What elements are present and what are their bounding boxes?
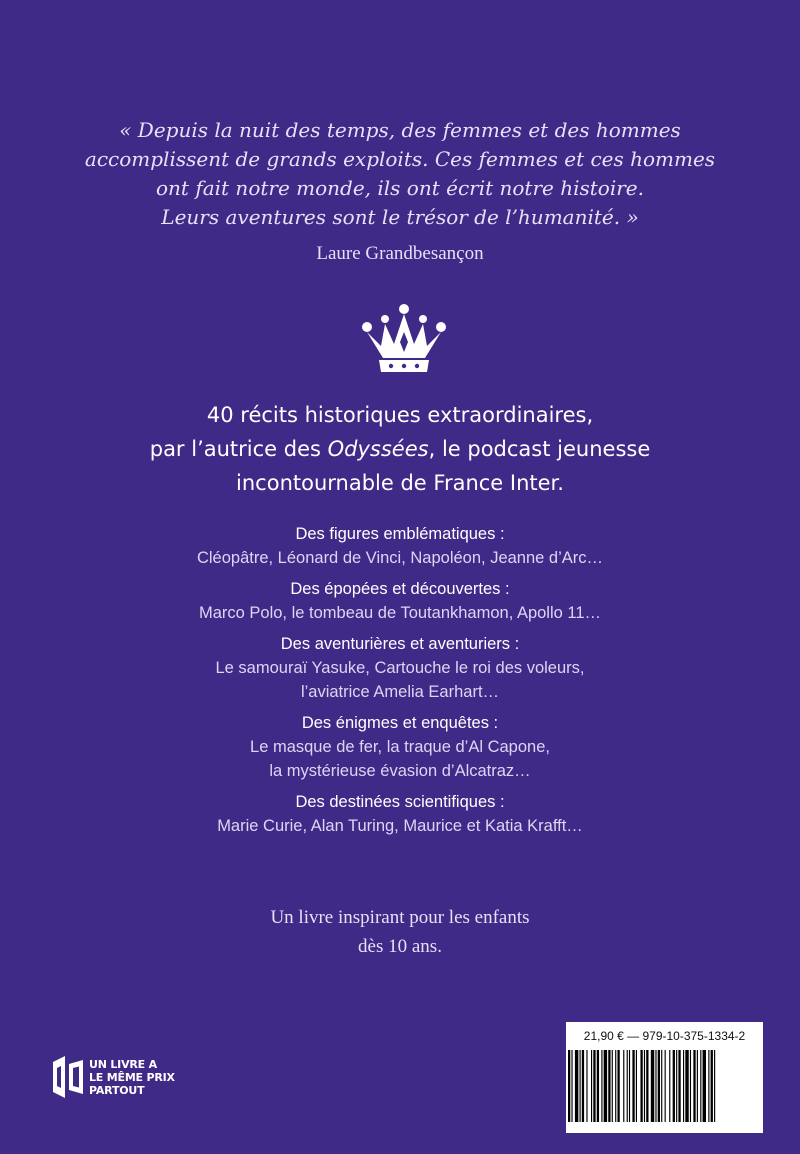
- section-figures: [0, 522, 800, 570]
- quote-line: Leurs aventures sont le trésor de l’humanité. »: [161, 205, 639, 229]
- content-sections: [0, 522, 800, 845]
- quote-line: « Depuis la nuit des temps, des femmes et des hommes: [119, 118, 681, 142]
- closing-line-1: Un livre inspirant pour les enfants: [270, 907, 530, 928]
- section-text: Marie Curie, Alan Turing, Maurice et Katia Krafft…: [217, 817, 583, 835]
- barcode-icon: [568, 1050, 761, 1122]
- section-text: Le masque de fer, la traque d’Al Capone,: [250, 738, 550, 756]
- section-text: Cléopâtre, Léonard de Vinci, Napoléon, Jeanne d’Arc…: [196, 549, 604, 567]
- slogan-line: LE MÊME PRIX: [89, 1071, 175, 1084]
- headline: [0, 398, 800, 500]
- slogan-line: PARTOUT: [89, 1084, 145, 1097]
- section-title: Des énigmes et enquêtes :: [301, 714, 499, 732]
- section-title: Des figures emblématiques :: [295, 525, 505, 543]
- section-title: Des destinées scientifiques :: [295, 793, 505, 811]
- headline-line-1: 40 récits historiques extraordinaires,: [206, 403, 594, 427]
- quote-line: accomplissent de grands exploits. Ces femmes et ces hommes: [84, 147, 716, 171]
- headline-line-2-end: , le podcast jeunesse: [428, 437, 651, 461]
- podcast-title: Odyssées: [327, 437, 429, 461]
- price-isbn: 21,90 € — 979-10-375-1334-2: [583, 1029, 746, 1043]
- section-title: Des aventurières et aventuriers :: [280, 635, 520, 653]
- section-text: l’aviatrice Amelia Earhart…: [300, 683, 500, 701]
- headline-line-2-start: par l’autrice des: [149, 437, 328, 461]
- section-enigmes: [0, 711, 800, 783]
- slogan-line: UN LIVRE A: [89, 1058, 157, 1071]
- barcode-area: [566, 1022, 763, 1133]
- epigraph-quote: [60, 116, 740, 232]
- closing-text: [0, 903, 800, 961]
- crown-icon: [361, 302, 447, 374]
- headline-line-3: incontournable de France Inter.: [236, 471, 564, 495]
- closing-line-2: dès 10 ans.: [358, 936, 442, 957]
- publisher-logo-icon: [53, 1056, 83, 1098]
- publisher-slogan: [89, 1058, 175, 1097]
- section-title: Des épopées et découvertes :: [290, 580, 510, 598]
- section-scientifiques: [0, 790, 800, 838]
- section-text: Marco Polo, le tombeau de Toutankhamon, Apollo 11…: [198, 604, 602, 622]
- quote-author: Laure Grandbesançon: [316, 243, 484, 264]
- section-text: Le samouraï Yasuke, Cartouche le roi des voleurs,: [215, 659, 585, 677]
- quote-line: ont fait notre monde, ils ont écrit notre histoire.: [156, 176, 644, 200]
- headline-line-2: [0, 432, 800, 466]
- section-aventuriers: [0, 632, 800, 704]
- section-text: la mystérieuse évasion d’Alcatraz…: [269, 762, 531, 780]
- section-epopees: [0, 577, 800, 625]
